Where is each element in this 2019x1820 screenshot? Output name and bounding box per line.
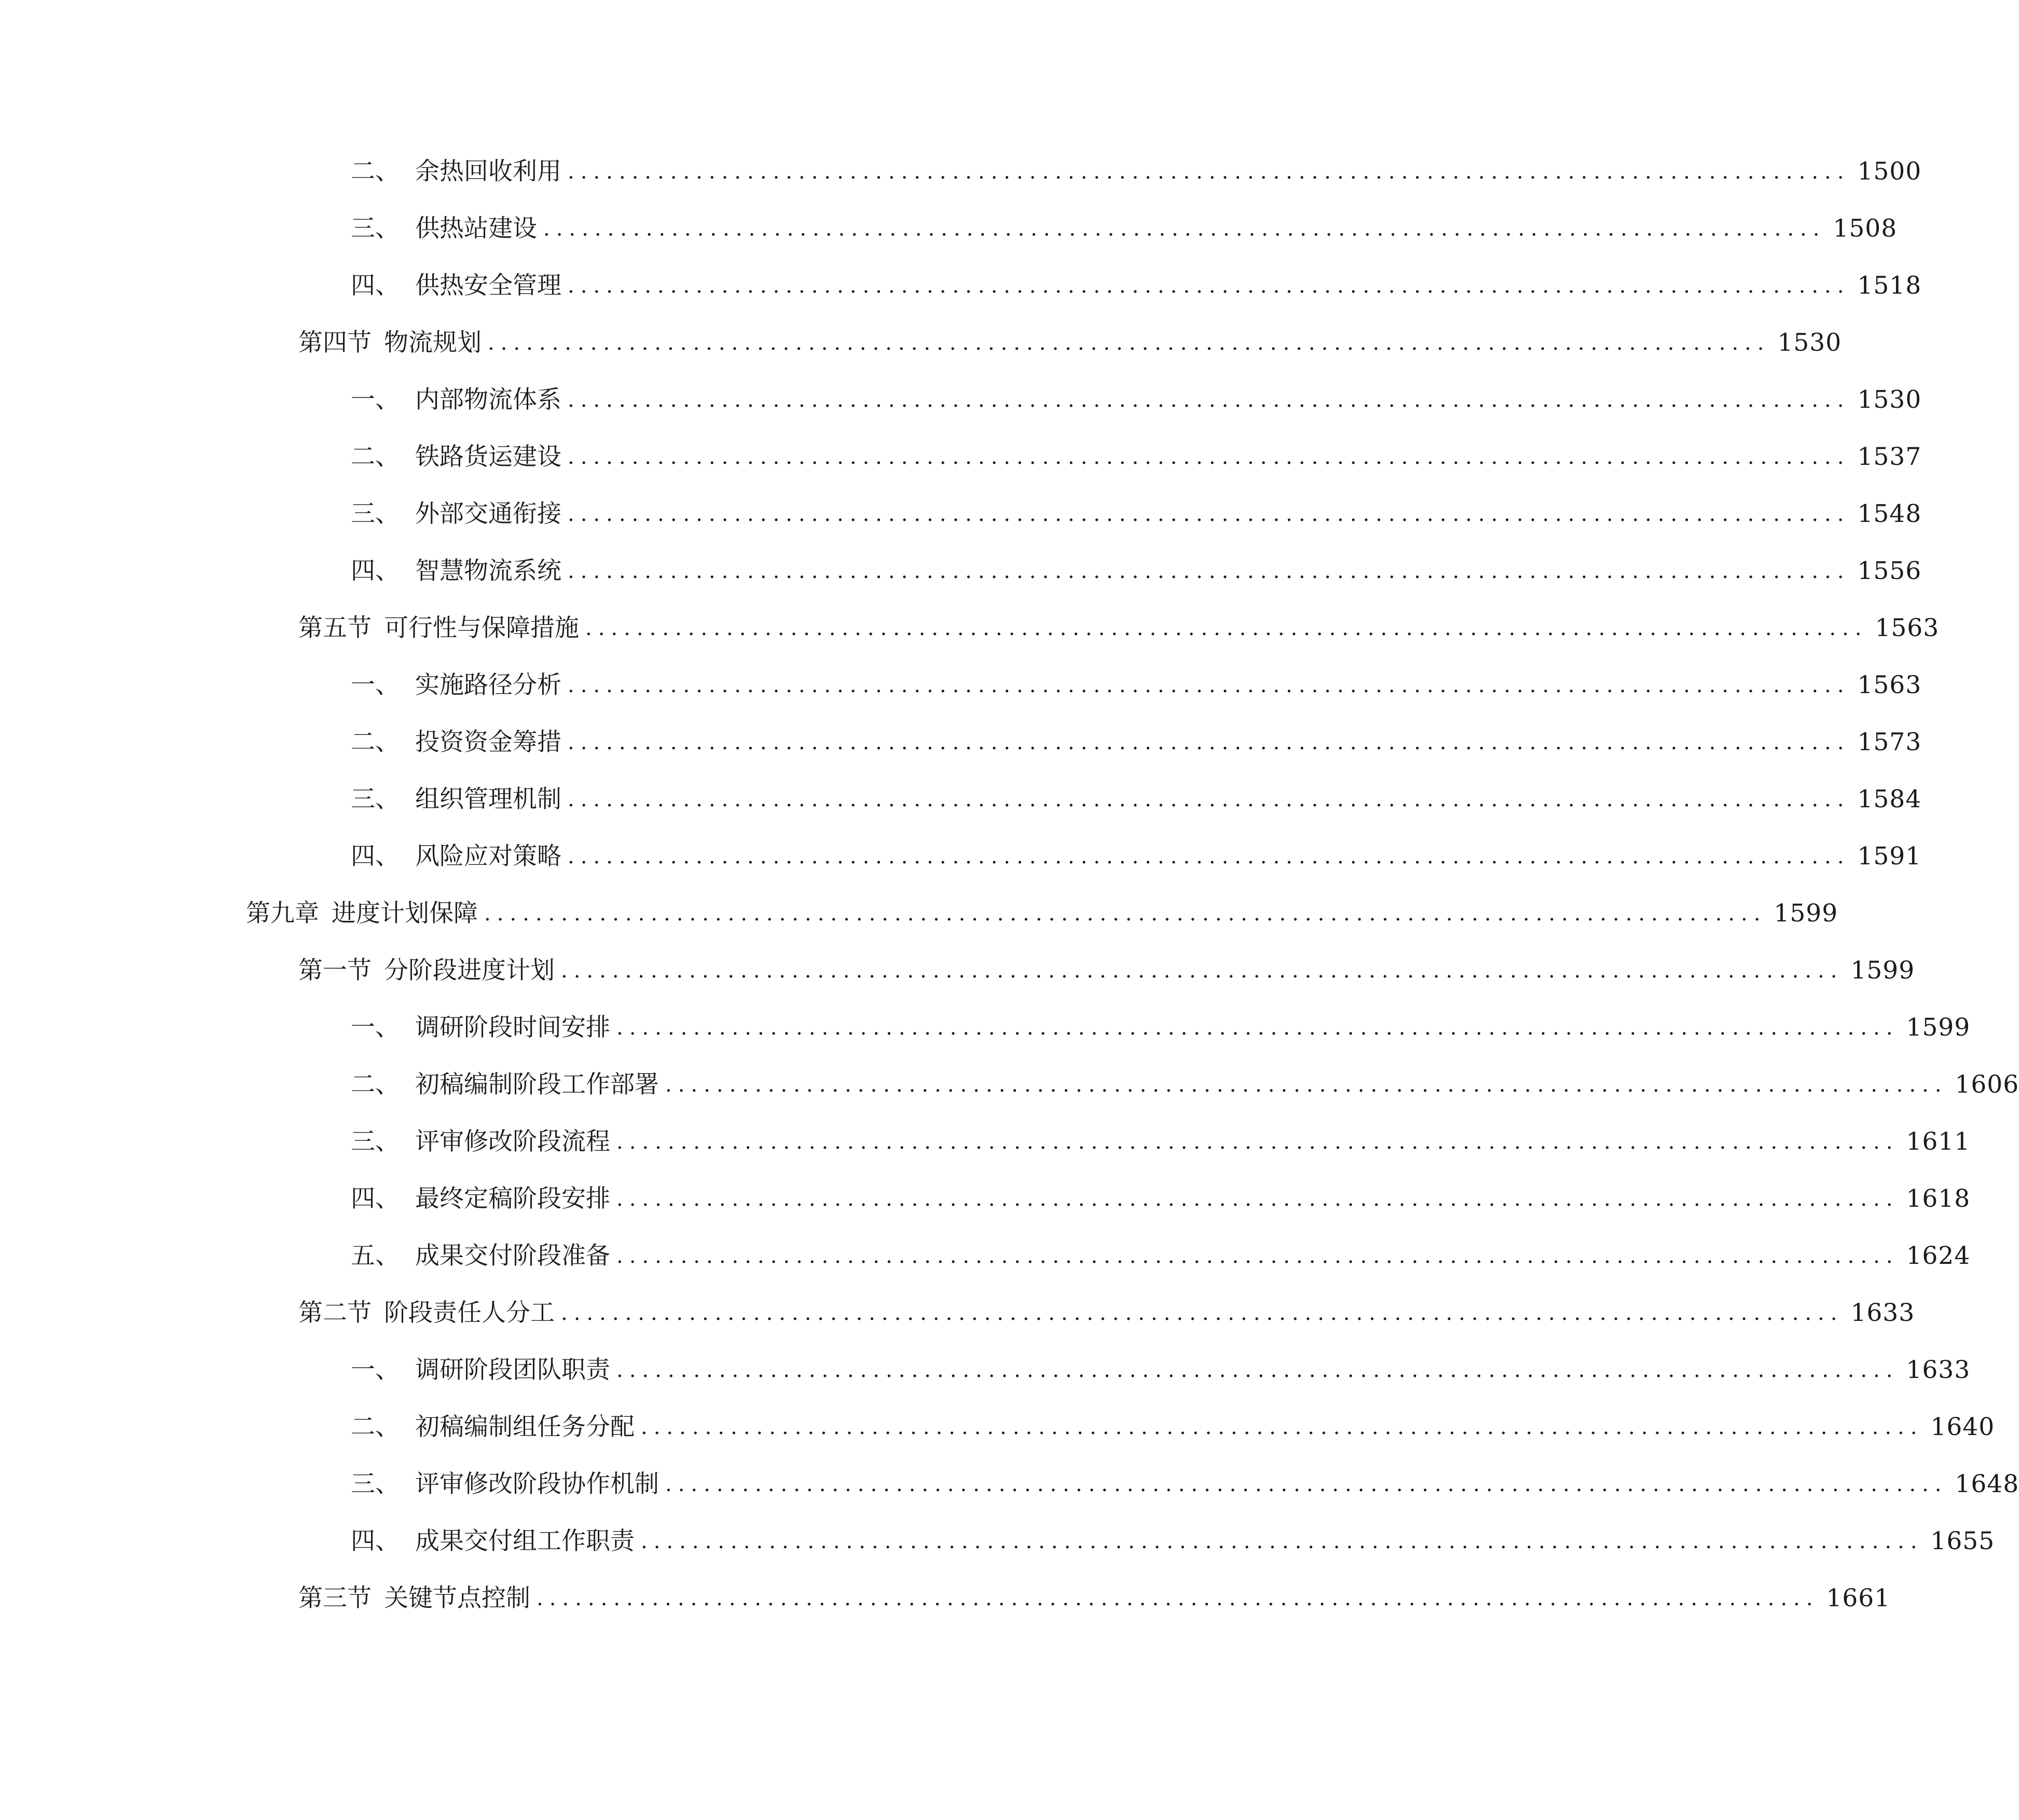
toc-entry-number: 二、 <box>351 157 400 186</box>
toc-entry[interactable] <box>298 953 1915 989</box>
toc-entry-title: 分阶段进度计划 <box>384 956 555 985</box>
toc-entry-number: 二、 <box>351 443 400 471</box>
toc-entry-number: 四、 <box>351 842 400 871</box>
toc-entry-title: 评审修改阶段流程 <box>415 1127 610 1156</box>
toc-entry-title: 调研阶段团队职责 <box>415 1356 610 1384</box>
toc-entry[interactable] <box>298 325 1842 361</box>
toc-entry-page: 1518 <box>1857 271 1922 300</box>
toc-entry[interactable] <box>298 1295 1915 1331</box>
toc-entry-title: 外部交通衔接 <box>415 500 561 528</box>
toc-entry[interactable] <box>351 382 1922 418</box>
toc-entry-title: 供热站建设 <box>415 214 537 243</box>
toc-entry-title: 物流规划 <box>384 328 482 357</box>
toc-entry-number: 第四节 <box>298 328 372 357</box>
toc-entry[interactable] <box>351 1124 1971 1160</box>
dot-leader: .................................................................................................... <box>488 331 1770 355</box>
toc-entry-number: 一、 <box>351 671 400 699</box>
toc-entry-title: 铁路货运建设 <box>415 443 561 471</box>
toc-entry-page: 1661 <box>1826 1584 1891 1612</box>
toc-entry-title: 智慧物流系统 <box>415 557 561 585</box>
dot-leader: .................................................................................................... <box>665 1073 1948 1097</box>
toc-entry-page: 1573 <box>1857 728 1922 756</box>
toc-entry-title: 初稿编制阶段工作部署 <box>415 1070 659 1099</box>
toc-entry-number: 四、 <box>351 1184 400 1213</box>
toc-entry[interactable] <box>351 724 1922 761</box>
dot-leader: .................................................................................................... <box>568 559 1850 583</box>
toc-entry-title: 实施路径分析 <box>415 671 561 699</box>
toc-entry[interactable] <box>351 268 1922 304</box>
dot-leader: .................................................................................................... <box>616 1358 1899 1382</box>
toc-entry-number: 二、 <box>351 1070 400 1099</box>
toc-entry-page: 1606 <box>1955 1070 2019 1099</box>
toc-entry-page: 1556 <box>1857 557 1922 585</box>
toc-entry-number: 第一节 <box>298 956 372 985</box>
dot-leader: .................................................................................................... <box>568 445 1850 469</box>
toc-entry-number: 三、 <box>351 214 400 243</box>
toc-entry[interactable] <box>351 1010 1971 1046</box>
toc-entry-page: 1633 <box>1906 1356 1971 1384</box>
toc-entry[interactable] <box>351 1067 2019 1103</box>
dot-leader: .................................................................................................... <box>616 1244 1899 1268</box>
toc-entry[interactable] <box>351 1238 1971 1274</box>
toc-entry-page: 1530 <box>1857 385 1922 414</box>
dot-leader: .................................................................................................... <box>568 730 1850 754</box>
dot-leader: .................................................................................................... <box>616 1187 1899 1211</box>
toc-entry[interactable] <box>351 1181 1971 1217</box>
toc-entry-number: 三、 <box>351 1127 400 1156</box>
toc-entry-number: 三、 <box>351 500 400 528</box>
toc-entry-number: 四、 <box>351 1527 400 1555</box>
toc-entry-number: 一、 <box>351 1356 400 1384</box>
toc-entry-title: 初稿编制组任务分配 <box>415 1413 635 1441</box>
toc-entry-page: 1508 <box>1833 214 1898 243</box>
toc-entry-number: 第二节 <box>298 1299 372 1327</box>
toc-entry-number: 四、 <box>351 271 400 300</box>
toc-entry-title: 供热安全管理 <box>415 271 561 300</box>
toc-entry-number: 五、 <box>351 1242 400 1270</box>
toc-entry-number: 一、 <box>351 1013 400 1042</box>
dot-leader: .................................................................................................... <box>616 1130 1899 1154</box>
dot-leader: .................................................................................................... <box>561 1301 1844 1325</box>
dot-leader: .................................................................................................... <box>665 1472 1948 1496</box>
toc-entry-title: 风险应对策略 <box>415 842 561 871</box>
toc-entry-page: 1611 <box>1906 1127 1971 1156</box>
toc-entry[interactable] <box>351 553 1922 589</box>
toc-entry-page: 1563 <box>1875 614 1940 642</box>
toc-entry-page: 1548 <box>1857 500 1922 528</box>
dot-leader: .................................................................................................... <box>543 217 1826 241</box>
toc-entry[interactable] <box>298 610 1940 646</box>
dot-leader: .................................................................................................... <box>568 845 1850 868</box>
toc-entry-title: 组织管理机制 <box>415 785 561 814</box>
toc-entry-number: 二、 <box>351 728 400 756</box>
toc-entry-page: 1599 <box>1906 1013 1971 1042</box>
toc-entry-title: 可行性与保障措施 <box>384 614 579 642</box>
toc-entry-page: 1500 <box>1857 157 1922 186</box>
toc-entry-page: 1624 <box>1906 1242 1971 1270</box>
toc-entry-page: 1591 <box>1857 842 1922 871</box>
toc-entry-number: 二、 <box>351 1413 400 1441</box>
toc-entry-number: 三、 <box>351 785 400 814</box>
dot-leader: .................................................................................................... <box>537 1587 1819 1610</box>
toc-entry-number: 第五节 <box>298 614 372 642</box>
toc-entry-page: 1633 <box>1850 1299 1915 1327</box>
toc-entry-number: 第九章 <box>246 899 319 928</box>
toc-entry-title: 投资资金筹措 <box>415 728 561 756</box>
toc-entry[interactable] <box>351 667 1922 704</box>
toc-entry[interactable] <box>351 1352 1971 1388</box>
toc-entry[interactable] <box>351 1523 1995 1560</box>
dot-leader: .................................................................................................... <box>561 959 1844 983</box>
toc-entry[interactable] <box>351 154 1922 190</box>
toc-entry[interactable] <box>351 781 1922 818</box>
toc-entry-page: 1537 <box>1857 443 1922 471</box>
toc-entry[interactable] <box>351 496 1922 532</box>
toc-entry-title: 成果交付阶段准备 <box>415 1242 610 1270</box>
toc-entry-title: 余热回收利用 <box>415 157 561 186</box>
toc-entry-page: 1599 <box>1774 899 1838 928</box>
toc-entry[interactable] <box>351 439 1922 475</box>
toc-entry[interactable] <box>351 1466 2019 1502</box>
toc-entry-title: 进度计划保障 <box>332 899 478 928</box>
toc-entry-number: 一、 <box>351 385 400 414</box>
toc-entry-title: 评审修改阶段协作机制 <box>415 1470 659 1498</box>
toc-entry-title: 内部物流体系 <box>415 385 561 414</box>
dot-leader: .................................................................................................... <box>641 1529 1924 1553</box>
toc-entry-page: 1530 <box>1777 328 1842 357</box>
toc-entry-page: 1640 <box>1930 1413 1995 1441</box>
toc-entry-page: 1584 <box>1857 785 1922 814</box>
dot-leader: .................................................................................................... <box>568 502 1850 526</box>
dot-leader: .................................................................................................... <box>568 388 1850 412</box>
toc-entry[interactable] <box>246 895 1838 932</box>
toc-entry-title: 阶段责任人分工 <box>384 1299 555 1327</box>
dot-leader: .................................................................................................... <box>568 673 1850 697</box>
toc-entry[interactable] <box>351 1409 1995 1445</box>
toc-entry-page: 1599 <box>1850 956 1915 985</box>
toc-entry-number: 第三节 <box>298 1584 372 1612</box>
toc-entry-page: 1648 <box>1955 1470 2019 1498</box>
toc-entry-page: 1618 <box>1906 1184 1971 1213</box>
toc-entry-title: 成果交付组工作职责 <box>415 1527 635 1555</box>
dot-leader: .................................................................................................... <box>484 902 1767 926</box>
toc-entry[interactable] <box>298 1580 1891 1617</box>
toc-entry-number: 三、 <box>351 1470 400 1498</box>
dot-leader: .................................................................................................... <box>585 616 1868 640</box>
dot-leader: .................................................................................................... <box>616 1016 1899 1040</box>
toc-entry-page: 1563 <box>1857 671 1922 699</box>
dot-leader: .................................................................................................... <box>568 274 1850 298</box>
toc-entry[interactable] <box>351 838 1922 875</box>
dot-leader: .................................................................................................... <box>568 788 1850 811</box>
toc-entry-title: 最终定稿阶段安排 <box>415 1184 610 1213</box>
toc-entry-title: 关键节点控制 <box>384 1584 530 1612</box>
dot-leader: .................................................................................................... <box>568 160 1850 184</box>
toc-entry-number: 四、 <box>351 557 400 585</box>
dot-leader: .................................................................................................... <box>641 1415 1924 1439</box>
toc-entry-page: 1655 <box>1930 1527 1995 1555</box>
toc-entry-title: 调研阶段时间安排 <box>415 1013 610 1042</box>
toc-entry[interactable] <box>351 211 1898 247</box>
